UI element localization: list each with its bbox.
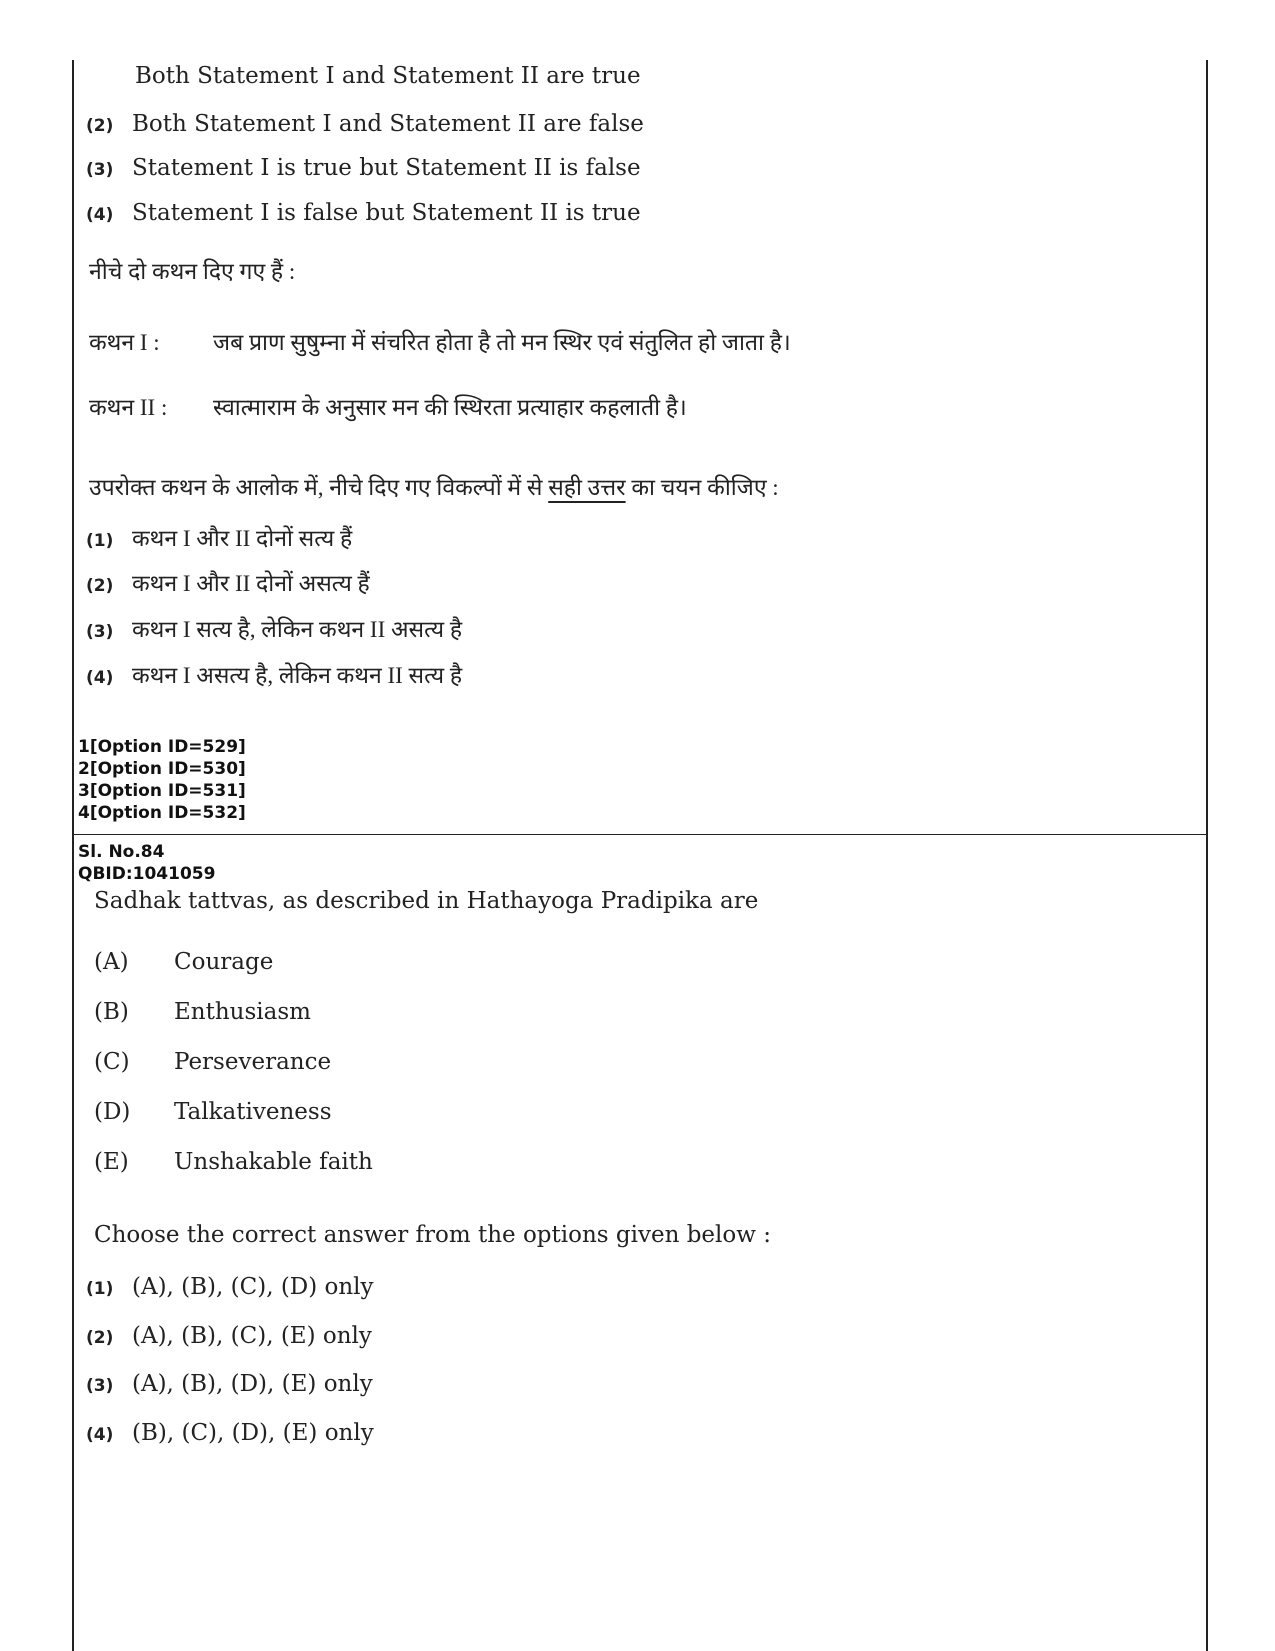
- prev-option-2-number: (2): [86, 116, 114, 136]
- hindi-statement-2-text: स्वात्माराम के अनुसार मन की स्थिरता प्रत्याहार कहलाती है।: [213, 395, 687, 420]
- item-a-letter: (A): [94, 949, 129, 975]
- item-c-text: Perseverance: [174, 1049, 332, 1075]
- option-id-1: 1[Option ID=529]: [78, 737, 246, 757]
- hindi-option-3-number: (3): [86, 622, 114, 642]
- answer-option-3: [86, 1371, 373, 1397]
- hindi-statement-1-label: कथन I :: [89, 330, 160, 355]
- hindi-option-4: [86, 658, 462, 690]
- item-b-text: Enthusiasm: [174, 999, 311, 1025]
- hindi-option-3-text: कथन I सत्य है, लेकिन कथन II असत्य है: [132, 617, 463, 642]
- serial-number: Sl. No.84: [78, 842, 165, 862]
- item-e: [94, 1149, 373, 1175]
- question-instruction: Choose the correct answer from the options given below :: [94, 1222, 771, 1248]
- item-c: [94, 1049, 331, 1075]
- prev-option-4-text: Statement I is false but Statement II is true: [132, 200, 641, 226]
- prev-option-2: [86, 111, 644, 137]
- hindi-option-3: [86, 612, 462, 644]
- page-frame: [72, 60, 1208, 1651]
- prev-option-3: [86, 155, 641, 181]
- hindi-statement-2-label: कथन II :: [89, 395, 168, 420]
- item-d-letter: (D): [94, 1099, 131, 1125]
- answer-option-3-text: (A), (B), (D), (E) only: [132, 1371, 373, 1397]
- question-header: [78, 841, 215, 885]
- hindi-statement-2: [89, 390, 687, 422]
- item-e-text: Unshakable faith: [174, 1149, 373, 1175]
- hindi-instruction-underlined: सही उत्तर: [548, 475, 626, 500]
- hindi-instruction-after: का चयन कीजिए :: [631, 475, 779, 500]
- hindi-option-4-text: कथन I असत्य है, लेकिन कथन II सत्य है: [132, 663, 463, 688]
- hindi-option-2-text: कथन I और II दोनों असत्य हैं: [132, 571, 370, 596]
- prev-option-4-number: (4): [86, 205, 114, 225]
- answer-option-1: [86, 1274, 374, 1300]
- hindi-option-2-number: (2): [86, 576, 114, 596]
- hindi-instruction: [89, 470, 779, 502]
- item-b: [94, 999, 311, 1025]
- answer-option-4-number: (4): [86, 1425, 114, 1445]
- prev-option-2-text: Both Statement I and Statement II are false: [132, 111, 644, 137]
- answer-option-1-text: (A), (B), (C), (D) only: [132, 1274, 374, 1300]
- qbid: QBID:1041059: [78, 864, 216, 884]
- hindi-option-1-number: (1): [86, 531, 114, 551]
- hindi-option-1-text: कथन I और II दोनों सत्य हैं: [132, 526, 353, 551]
- question-divider: [72, 834, 1208, 835]
- option-id-2: 2[Option ID=530]: [78, 759, 246, 779]
- answer-option-2-number: (2): [86, 1328, 114, 1348]
- option-id-3: 3[Option ID=531]: [78, 781, 246, 801]
- hindi-option-2: [86, 566, 370, 598]
- hindi-option-1: [86, 521, 352, 553]
- hindi-instruction-before: उपरोक्त कथन के आलोक में, नीचे दिए गए विकल्पों में से: [89, 475, 543, 500]
- answer-option-1-number: (1): [86, 1279, 114, 1299]
- prev-option-1: [135, 63, 641, 89]
- answer-option-4-text: (B), (C), (D), (E) only: [132, 1420, 374, 1446]
- answer-option-2-text: (A), (B), (C), (E) only: [132, 1323, 372, 1349]
- prev-option-4: [86, 200, 641, 226]
- hindi-statement-1-text: जब प्राण सुषुम्ना में संचरित होता है तो मन स्थिर एवं संतुलित हो जाता है।: [213, 330, 791, 355]
- question-stem: Sadhak tattvas, as described in Hathayoga Pradipika are: [94, 888, 759, 914]
- item-a-text: Courage: [174, 949, 274, 975]
- hindi-statement-1: [89, 325, 791, 357]
- item-c-letter: (C): [94, 1049, 130, 1075]
- prev-option-3-number: (3): [86, 160, 114, 180]
- hindi-intro: नीचे दो कथन दिए गए हैं :: [89, 259, 296, 284]
- prev-option-3-text: Statement I is true but Statement II is false: [132, 155, 641, 181]
- prev-option-1-text: Both Statement I and Statement II are true: [135, 63, 641, 89]
- option-id-4: 4[Option ID=532]: [78, 803, 246, 823]
- item-e-letter: (E): [94, 1149, 129, 1175]
- hindi-option-4-number: (4): [86, 668, 114, 688]
- item-d: [94, 1099, 332, 1125]
- answer-option-4: [86, 1420, 374, 1446]
- answer-option-3-number: (3): [86, 1376, 114, 1396]
- answer-option-2: [86, 1323, 372, 1349]
- item-b-letter: (B): [94, 999, 129, 1025]
- item-a: [94, 949, 273, 975]
- option-id-list: [78, 736, 246, 824]
- item-d-text: Talkativeness: [174, 1099, 332, 1125]
